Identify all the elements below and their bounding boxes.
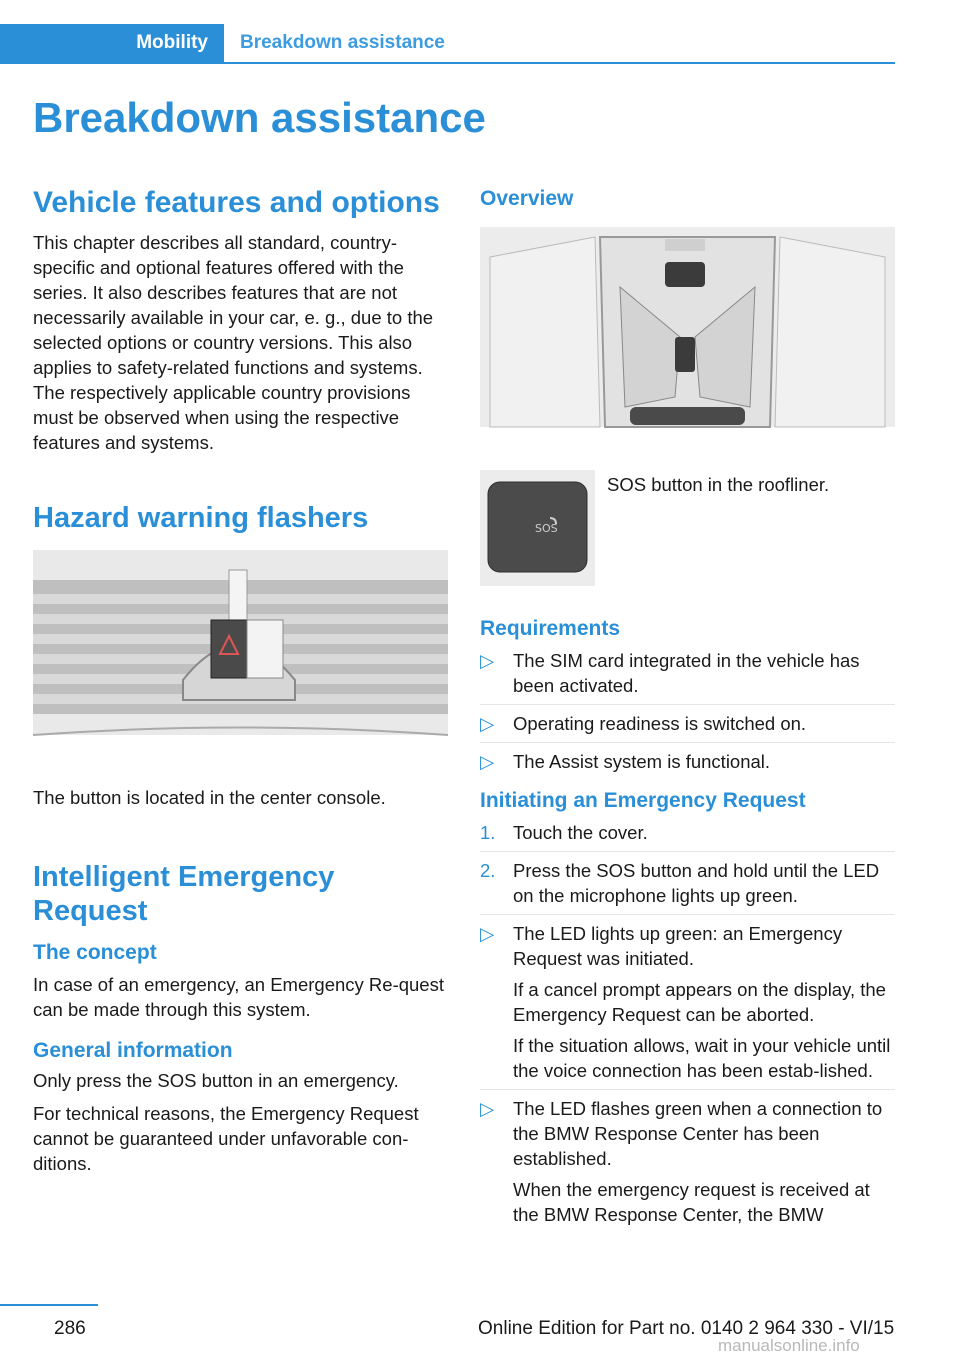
header-bar [0, 24, 895, 64]
list-item: ▷ The LED flashes green when a connection to the BMW Response Center has been established. [480, 1098, 883, 1169]
result-note: If a cancel prompt appears on the display, the Emergency Request can be aborted. [513, 979, 886, 1025]
roofliner-image [480, 227, 895, 448]
results-list [480, 921, 895, 971]
list-item: 1. Touch the cover. [480, 822, 648, 843]
triangle-bullet-icon: ▷ [480, 650, 495, 671]
triangle-bullet-icon: ▷ [480, 751, 495, 772]
footer-rule [0, 1304, 98, 1306]
initiating-heading: Initiating an Emergency Request [480, 789, 806, 812]
chapter-tab: Breakdown assistance [240, 32, 445, 53]
hazard-caption: The button is located in the center console. [33, 787, 386, 808]
general-info-p1: Only press the SOS button in an emergency. [33, 1070, 399, 1091]
section-tab: Mobility [0, 24, 224, 62]
sos-caption: SOS button in the roofliner. [607, 474, 830, 495]
concept-heading: The concept [33, 941, 157, 964]
sos-detail-row [480, 470, 895, 586]
list-item: 2. Press the SOS button and hold until the LED on the microphone lights up green. [480, 860, 880, 906]
requirements-list [480, 648, 895, 774]
page-title: Breakdown assistance [33, 94, 486, 141]
list-item: ▷ The Assist system is functional. [480, 751, 771, 772]
divider [480, 704, 895, 705]
general-info-p2: For technical reasons, the Emergency Request cannot be guaranteed under unfavorable con-ditions. [33, 1103, 419, 1174]
concept-body: In case of an emergency, an Emergency Re-quest can be made through this system. [33, 974, 444, 1020]
edition-text: Online Edition for Part no. 0140 2 964 330 - VI/15 [478, 1318, 895, 1339]
sos-button-image [480, 470, 595, 586]
list-item: ▷ The SIM card integrated in the vehicle has been activated. [480, 650, 860, 696]
result-note: When the emergency request is received at the BMW Response Center, the BMW [513, 1179, 870, 1225]
result-note: If the situation allows, wait in your vehicle until the voice connection has been estab-lished. [513, 1035, 891, 1081]
page-number: 286 [54, 1318, 86, 1339]
roofliner-illustration [480, 227, 895, 448]
divider [480, 742, 895, 743]
vehicle-features-heading: Vehicle features and options [33, 186, 440, 219]
steps-list [480, 820, 895, 908]
general-info-heading: General information [33, 1039, 233, 1062]
divider [480, 914, 895, 915]
step-number: 2. [480, 860, 496, 881]
watermark: manualsonline.info [718, 1336, 860, 1355]
sos-label: SOS [535, 522, 558, 535]
triangle-bullet-icon: ▷ [480, 923, 495, 944]
hazard-button-image [33, 550, 448, 771]
divider [480, 851, 895, 852]
list-item: ▷ Operating readiness is switched on. [480, 713, 807, 734]
overview-heading: Overview [480, 187, 574, 210]
hazard-button-illustration [33, 550, 448, 771]
results-list-2 [480, 1096, 895, 1171]
left-column [33, 186, 448, 1176]
hazard-heading: Hazard warning flashers [33, 502, 369, 534]
requirements-heading: Requirements [480, 617, 621, 640]
sos-button-illustration [480, 470, 595, 586]
triangle-bullet-icon: ▷ [480, 1098, 495, 1119]
list-item: ▷ The LED lights up green: an Emergency Request was initiated. [480, 923, 843, 969]
right-column [480, 186, 895, 1227]
step-number: 1. [480, 822, 496, 843]
triangle-bullet-icon: ▷ [480, 713, 495, 734]
divider [480, 1089, 895, 1090]
ier-heading: Intelligent Emergency Request [33, 861, 335, 927]
vehicle-features-body: This chapter describes all standard, country-specific and optional features offered with the series. It also describes features that are not necessarily available in your car, e. g., due to the selected options or country versions. This also applies to safety-related functions and systems. The respectively applicable country provisions must be observed when using the respective features and systems. [33, 232, 434, 453]
